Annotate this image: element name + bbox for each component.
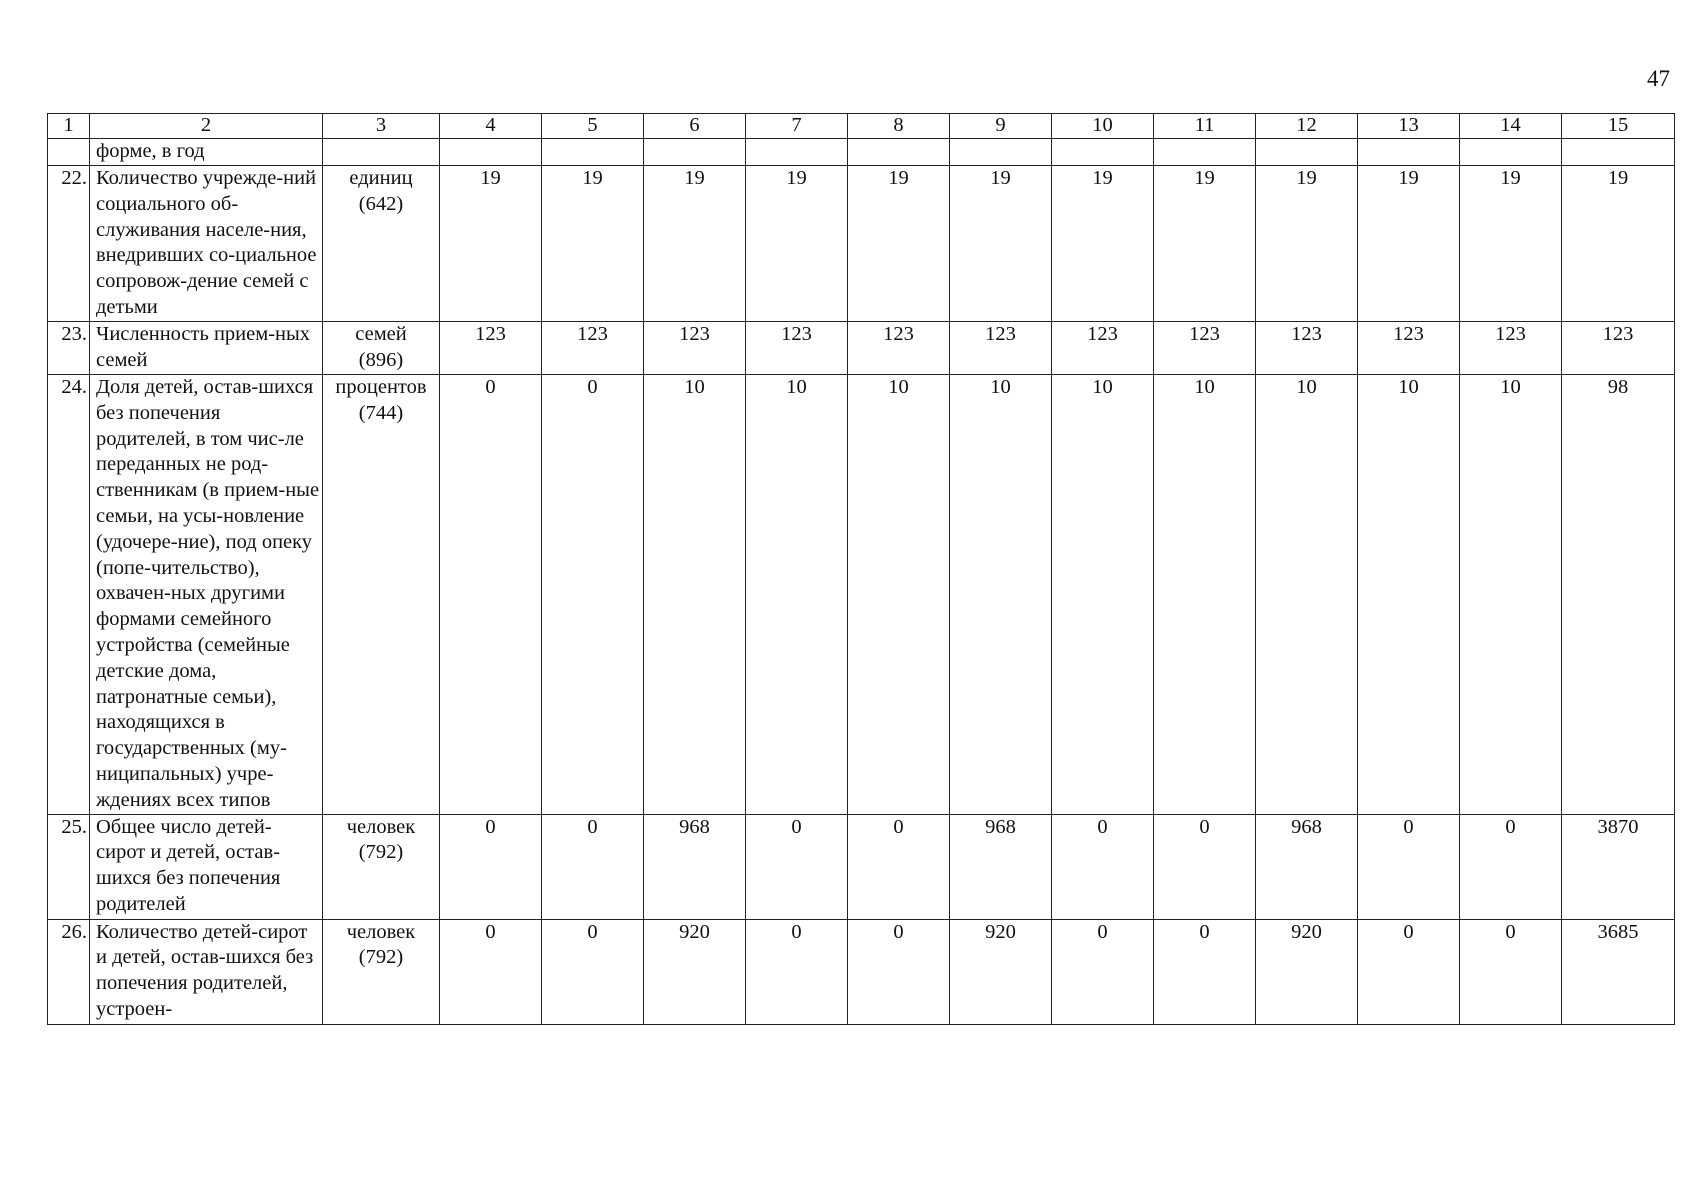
- value-cell: 0: [440, 919, 542, 1024]
- header-cell: 3: [323, 114, 440, 139]
- value-cell: 123: [440, 322, 542, 375]
- table-row: [48, 919, 1675, 1024]
- continuation-row: [48, 139, 1675, 166]
- value-cell: [950, 139, 1052, 166]
- unit-label: человек: [346, 815, 416, 838]
- header-row: [48, 114, 1675, 139]
- value-cell: 19: [1154, 166, 1256, 322]
- unit-label: единиц: [349, 167, 413, 189]
- unit-code: (896): [358, 348, 404, 371]
- table-row: [48, 375, 1675, 815]
- value-cell: 0: [1154, 814, 1256, 919]
- value-cell: 0: [848, 814, 950, 919]
- value-cell: [746, 139, 848, 166]
- value-cell: 10: [1460, 375, 1562, 815]
- value-cell: 0: [1358, 814, 1460, 919]
- value-cell: 123: [1154, 322, 1256, 375]
- value-cell: 968: [644, 814, 746, 919]
- value-cell: 19: [1562, 166, 1675, 322]
- value-cell: 123: [848, 322, 950, 375]
- header-cell: 9: [950, 114, 1052, 139]
- value-cell: 920: [950, 919, 1052, 1024]
- unit-label: человек: [346, 920, 416, 943]
- indicator-name: Количество учрежде-ний социального об-служивания населе-ния, внедривших со-циальное сопровож-дение семей с детьми: [90, 166, 323, 322]
- value-cell: 10: [1358, 375, 1460, 815]
- value-cell: 0: [1154, 919, 1256, 1024]
- indicator-name: Доля детей, остав-шихся без попечения родителей, в том чис-ле переданных не род-ственникам (в прием-ные семьи, на усы-новление (удочере-ние), под опеку (попе-чительство), охвачен-ных другими формами семейного устройства (семейные детские дома, патронатные семьи), находящихся в государственных (му-ниципальных) учре-ждениях всех типов: [90, 375, 323, 815]
- unit-cell: [323, 814, 440, 919]
- value-cell: 123: [542, 322, 644, 375]
- value-cell: 3685: [1562, 919, 1675, 1024]
- header-cell: 12: [1256, 114, 1358, 139]
- value-cell: [440, 139, 542, 166]
- value-cell: [1460, 139, 1562, 166]
- header-cell: 2: [90, 114, 323, 139]
- value-cell: 10: [1052, 375, 1154, 815]
- header-cell: 8: [848, 114, 950, 139]
- value-cell: 10: [950, 375, 1052, 815]
- value-cell: 3870: [1562, 814, 1675, 919]
- num-cell: [48, 139, 90, 166]
- value-cell: 0: [746, 814, 848, 919]
- value-cell: 19: [542, 166, 644, 322]
- value-cell: 19: [1358, 166, 1460, 322]
- value-cell: 10: [746, 375, 848, 815]
- value-cell: [1154, 139, 1256, 166]
- header-cell: 10: [1052, 114, 1154, 139]
- value-cell: 10: [1154, 375, 1256, 815]
- value-cell: 19: [1052, 166, 1154, 322]
- indicator-name: Количество детей-сирот и детей, остав-шихся без попечения родителей, устроен-: [90, 919, 323, 1024]
- unit-cell: [323, 166, 440, 322]
- header-cell: 1: [48, 114, 90, 139]
- unit-cell: [323, 375, 440, 815]
- value-cell: 123: [1052, 322, 1154, 375]
- value-cell: 0: [1358, 919, 1460, 1024]
- value-cell: 0: [440, 814, 542, 919]
- value-cell: 0: [542, 919, 644, 1024]
- unit-cell: [323, 322, 440, 375]
- value-cell: [848, 139, 950, 166]
- indicator-name: Общее число детей-сирот и детей, остав-шихся без попечения родителей: [90, 814, 323, 919]
- value-cell: 10: [644, 375, 746, 815]
- row-number: 23.: [48, 322, 90, 375]
- header-cell: 15: [1562, 114, 1675, 139]
- value-cell: 0: [1052, 919, 1154, 1024]
- table-row: [48, 322, 1675, 375]
- value-cell: 123: [1562, 322, 1675, 375]
- value-cell: 10: [1256, 375, 1358, 815]
- value-cell: 0: [440, 375, 542, 815]
- unit-cell: [323, 919, 440, 1024]
- header-cell: 6: [644, 114, 746, 139]
- unit-code: (792): [358, 841, 404, 864]
- unit-label: процентов: [335, 376, 427, 398]
- value-cell: [644, 139, 746, 166]
- value-cell: 0: [542, 814, 644, 919]
- value-cell: 123: [1358, 322, 1460, 375]
- value-cell: [1562, 139, 1675, 166]
- value-cell: 920: [644, 919, 746, 1024]
- unit-code: (642): [358, 192, 404, 215]
- value-cell: [542, 139, 644, 166]
- value-cell: 19: [950, 166, 1052, 322]
- value-cell: [1358, 139, 1460, 166]
- indicator-name: форме, в год: [90, 139, 323, 166]
- value-cell: 0: [542, 375, 644, 815]
- row-number: 24.: [48, 375, 90, 815]
- value-cell: 968: [950, 814, 1052, 919]
- table-row: [48, 166, 1675, 322]
- value-cell: 123: [950, 322, 1052, 375]
- value-cell: 123: [1460, 322, 1562, 375]
- value-cell: 19: [440, 166, 542, 322]
- header-cell: 13: [1358, 114, 1460, 139]
- page-number: 47: [1647, 66, 1670, 91]
- value-cell: 19: [746, 166, 848, 322]
- unit-code: (792): [358, 946, 404, 969]
- value-cell: 123: [644, 322, 746, 375]
- value-cell: [1052, 139, 1154, 166]
- header-cell: 7: [746, 114, 848, 139]
- value-cell: 920: [1256, 919, 1358, 1024]
- unit-label: семей: [355, 323, 407, 345]
- value-cell: 123: [1256, 322, 1358, 375]
- value-cell: 968: [1256, 814, 1358, 919]
- value-cell: [1256, 139, 1358, 166]
- value-cell: 19: [848, 166, 950, 322]
- header-cell: 14: [1460, 114, 1562, 139]
- header-cell: 11: [1154, 114, 1256, 139]
- value-cell: 0: [746, 919, 848, 1024]
- value-cell: 0: [1460, 814, 1562, 919]
- header-cell: 4: [440, 114, 542, 139]
- value-cell: 0: [1052, 814, 1154, 919]
- row-number: 22.: [48, 166, 90, 322]
- value-cell: 19: [644, 166, 746, 322]
- value-cell: 10: [848, 375, 950, 815]
- value-cell: 98: [1562, 375, 1675, 815]
- header-cell: 5: [542, 114, 644, 139]
- indicator-name: Численность прием-ных семей: [90, 322, 323, 375]
- table-row: [48, 814, 1675, 919]
- row-number: 26.: [48, 919, 90, 1024]
- unit-cell: [323, 139, 440, 166]
- value-cell: 123: [746, 322, 848, 375]
- indicators-table: [47, 113, 1675, 1025]
- value-cell: 19: [1256, 166, 1358, 322]
- value-cell: 0: [848, 919, 950, 1024]
- unit-code: (744): [358, 401, 404, 424]
- row-number: 25.: [48, 814, 90, 919]
- value-cell: 0: [1460, 919, 1562, 1024]
- value-cell: 19: [1460, 166, 1562, 322]
